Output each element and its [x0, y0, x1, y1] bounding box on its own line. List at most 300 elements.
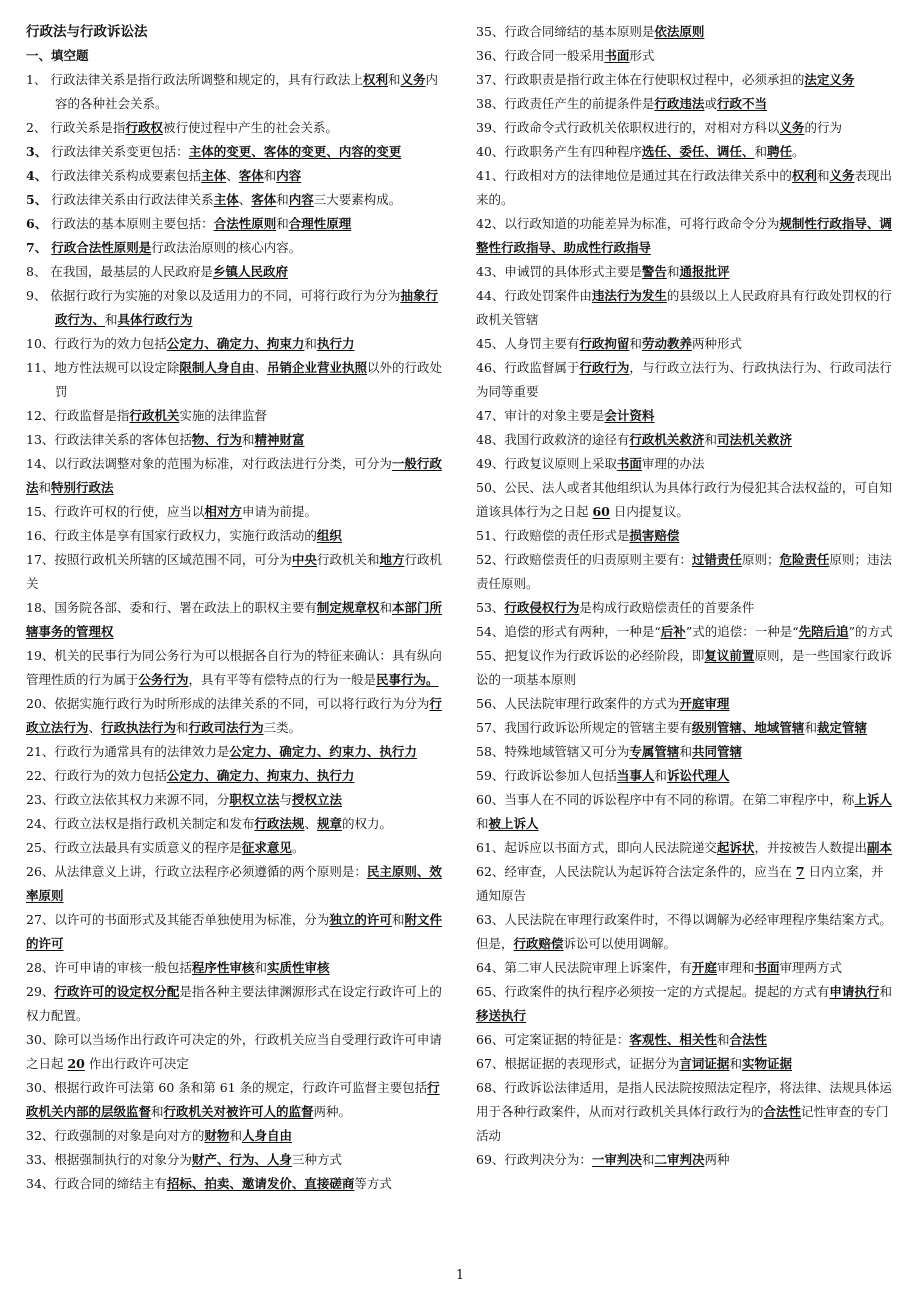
question-item	[26, 740, 446, 764]
answer-blank: 起诉状	[716, 840, 755, 855]
answer-blank: 合法性原则	[213, 216, 277, 231]
answer-blank: 20	[67, 1056, 85, 1071]
answer-blank: 副本	[866, 840, 892, 855]
answer-blank: 地方	[379, 552, 405, 567]
answer-blank: 警告	[641, 264, 667, 279]
item-text: 实施的法律监督	[179, 408, 267, 423]
item-text: 20、依据实施行政行为时所形成的法律关系的不同，可以将行政行为分为	[26, 696, 430, 711]
answer-blank: 公务行为	[138, 672, 189, 687]
item-text: 和	[816, 168, 830, 183]
item-text: 59、行政诉讼参加人包括	[476, 768, 617, 783]
question-item	[26, 860, 446, 908]
answer-blank: 人身自由	[241, 1128, 292, 1143]
question-item	[476, 68, 896, 92]
answer-blank: 会计资料	[604, 408, 655, 423]
answer-blank: 行政侵权行为	[504, 600, 580, 615]
item-text: 与	[279, 792, 292, 807]
answer-blank: 主体的变更、客体的变更、内容的变更	[188, 144, 402, 159]
item-text: 49、行政复议原则上采取	[476, 456, 617, 471]
item-text: 和	[704, 432, 717, 447]
question-item	[26, 692, 446, 740]
question-item	[26, 428, 446, 452]
item-text: 50、公民、法人或者其他组织认为具体行政行为侵犯其合法权益的，可自知道该具体行为之日起	[476, 480, 892, 519]
answer-blank: 级别管辖、地域管辖	[691, 720, 805, 735]
answer-blank: 行政不当	[716, 96, 767, 111]
item-text: 一、填空题	[26, 48, 89, 63]
section-heading	[26, 44, 446, 68]
question-item	[26, 596, 446, 644]
item-text: 日内立案，并通知原告	[476, 864, 884, 903]
item-text: 63、人民法院在审理行政案件时，不得以调解为必经审理程序集结案方式。但是，	[476, 912, 892, 951]
item-text: 和	[629, 336, 642, 351]
question-item	[26, 500, 446, 524]
item-text: 和	[276, 192, 289, 207]
question-item	[476, 428, 896, 452]
item-text: 形式	[629, 48, 655, 63]
answer-blank: 复议前置	[704, 648, 755, 663]
item-text: 64、第二审人民法院审理上诉案件，有	[476, 960, 692, 975]
item-text: 和	[476, 816, 489, 831]
item-text: 43、申诫罚的具体形式主要是	[476, 264, 642, 279]
question-item	[476, 356, 896, 404]
answer-blank: 诉讼代理人	[666, 768, 730, 783]
answer-blank: 权利	[362, 72, 388, 87]
item-number: 6、	[26, 216, 48, 231]
answer-blank: 规制性行政指导、调整性行政指导、助成性行政指导	[476, 216, 892, 255]
question-item	[26, 404, 446, 428]
item-text: 21、行政行为通常具有的法律效力是	[26, 744, 230, 759]
answer-blank: 民主原则、效率原则	[26, 864, 442, 903]
answer-blank: 吊销企业营业执照	[266, 360, 367, 375]
answer-blank: 一般行政法	[26, 456, 442, 495]
question-item	[26, 260, 446, 284]
item-text: 68、行政诉讼法律适用，是指人民法院按照法定程序，将法律、法规具体运用于各种行政案件，从而对行政机关具体行政行为的	[476, 1080, 892, 1119]
question-item	[26, 212, 446, 236]
document-title	[26, 20, 446, 44]
item-text: 。	[291, 840, 305, 855]
item-text: 和	[879, 984, 892, 999]
item-text: 作出行政许可决定	[84, 1056, 189, 1071]
item-text: 35、行政合同缔结的基本原则是	[476, 24, 655, 39]
question-item	[476, 764, 896, 788]
answer-blank: 精神财富	[254, 432, 305, 447]
item-number: 5、	[26, 192, 48, 207]
item-text: 和	[304, 336, 317, 351]
question-item	[476, 116, 896, 140]
item-text: 。	[791, 144, 805, 159]
item-number: 7、	[26, 240, 48, 255]
question-item	[26, 332, 446, 356]
item-text: 58、特殊地域管辖又可分为	[476, 744, 630, 759]
item-text: 47、审计的对象主要是	[476, 408, 605, 423]
item-text: 36、行政合同一般采用	[476, 48, 605, 63]
item-text: 和	[276, 216, 289, 231]
answer-blank: 本部门所辖事务的管理权	[26, 600, 442, 639]
item-text: 和	[654, 768, 667, 783]
answer-blank: 主体	[213, 192, 239, 207]
answer-blank: 义务	[829, 168, 855, 183]
item-text: 和	[666, 264, 680, 279]
item-text: 诉讼可以使用调解。	[563, 936, 677, 951]
question-item	[476, 548, 896, 596]
question-item	[476, 596, 896, 620]
answer-blank: 合法性	[763, 1104, 802, 1119]
item-text: 是构成行政赔偿责任的首要条件	[579, 600, 755, 615]
item-text: 69、行政判决分为：	[476, 1152, 592, 1167]
item-text: 和	[754, 144, 767, 159]
answer-blank: 限制人身自由	[179, 360, 255, 375]
answer-blank: 书面	[604, 48, 630, 63]
answer-blank: 实物证据	[741, 1056, 792, 1071]
item-text: 行政法律关系构成要素包括	[47, 168, 202, 183]
item-text: 和	[804, 720, 817, 735]
item-text: 和	[241, 432, 255, 447]
question-item	[476, 692, 896, 716]
answer-blank: 书面	[616, 456, 642, 471]
item-text: 66、可定案证据的特征是：	[476, 1032, 630, 1047]
question-item	[26, 908, 446, 956]
question-item	[476, 20, 896, 44]
answer-blank: 行政许可的设定权分配	[54, 984, 180, 999]
item-text: 审理和	[716, 960, 755, 975]
item-text: 44、行政处罚案件由	[476, 288, 592, 303]
item-text: 行政法律关系由行政法律关系	[47, 192, 214, 207]
item-text: 53、	[476, 600, 505, 615]
page-number: 1	[455, 1268, 465, 1283]
question-item	[476, 452, 896, 476]
answer-blank: 义务	[779, 120, 805, 135]
item-text: 39、行政命令式行政机关依职权进行的，对相对方科以	[476, 120, 780, 135]
question-item	[26, 1124, 446, 1148]
question-item	[476, 404, 896, 428]
item-text: 56、人民法院审理行政案件的方式为	[476, 696, 680, 711]
item-text: 审理两方式	[779, 960, 842, 975]
answer-blank: 选任、委任、调任、	[641, 144, 755, 159]
answer-blank: 行政拘留	[579, 336, 630, 351]
question-item	[26, 644, 446, 692]
answer-blank: 抽象行政行为、	[55, 288, 438, 327]
question-item	[476, 1028, 896, 1052]
item-text: 25、行政立法最具有实质意义的程序是	[26, 840, 242, 855]
item-text: 原则；	[741, 552, 780, 567]
answer-blank: 公定力、确定力、拘束力、执行力	[166, 768, 355, 783]
item-text: 、	[304, 816, 317, 831]
answer-blank: 客体	[251, 192, 277, 207]
answer-blank: 危险责任	[779, 552, 830, 567]
question-item	[476, 1076, 896, 1148]
answer-blank: 招标、拍卖、邀请发价、直接磋商	[166, 1176, 355, 1191]
item-text: 行政法律关系变更包括：	[47, 144, 189, 159]
question-item	[476, 164, 896, 212]
question-item	[476, 212, 896, 260]
question-item	[476, 284, 896, 332]
item-text: 10、行政行为的效力包括	[26, 336, 167, 351]
item-text: 51、行政赔偿的责任形式是	[476, 528, 630, 543]
item-text: 原则；违法责任原则。	[476, 552, 892, 591]
answer-blank: 公定力、确定力、拘束力	[166, 336, 305, 351]
question-item	[476, 332, 896, 356]
item-text: 和	[151, 1104, 164, 1119]
item-text: 以外的行政处罚	[55, 360, 442, 399]
item-text: 的行为	[804, 120, 842, 135]
item-text: 三类。	[263, 720, 302, 735]
item-text: 61、起诉应以书面方式，即向人民法院递交	[476, 840, 717, 855]
item-text: 32、行政强制的对象是向对方的	[26, 1128, 205, 1143]
answer-blank: 独立的许可	[329, 912, 392, 927]
answer-blank: 被上诉人	[488, 816, 539, 831]
item-text: 审理的办法	[641, 456, 705, 471]
answer-blank: 行政行为	[579, 360, 630, 375]
question-item	[476, 44, 896, 68]
question-item	[476, 956, 896, 980]
answer-blank: 中央	[291, 552, 317, 567]
answer-blank: 共同管辖	[691, 744, 742, 759]
question-item	[26, 236, 446, 260]
answer-blank: 客体	[238, 168, 264, 183]
question-item	[476, 260, 896, 284]
item-text: 两种。	[313, 1104, 352, 1119]
answer-blank: 附文件的许可	[26, 912, 442, 951]
item-text: 、	[226, 168, 239, 183]
answer-blank: 实质性审核	[266, 960, 330, 975]
question-item	[476, 716, 896, 740]
answer-blank: 具体行政行为	[117, 312, 193, 327]
item-text: 1、 行政法律关系是指行政法所调整和规定的，具有行政法上	[26, 72, 363, 87]
item-text: 和	[679, 744, 692, 759]
question-item	[476, 788, 896, 836]
question-item	[26, 764, 446, 788]
answer-blank: 裁定管辖	[816, 720, 867, 735]
question-item	[476, 1148, 896, 1172]
question-item	[476, 92, 896, 116]
item-text: 67、根据证据的表现形式，证据分为	[476, 1056, 680, 1071]
answer-blank: 内容	[288, 192, 314, 207]
answer-blank: 后补	[660, 624, 686, 639]
question-item	[26, 188, 446, 212]
item-text: 62、经审查，人民法院认为起诉符合法定条件的，应当在	[476, 864, 796, 879]
answer-blank: 主体	[201, 168, 227, 183]
answer-blank: 程序性审核	[191, 960, 255, 975]
question-item	[476, 1052, 896, 1076]
answer-blank: 法定义务	[804, 72, 855, 87]
answer-blank: 权利	[791, 168, 817, 183]
question-item	[26, 1172, 446, 1196]
answer-blank: 二审判决	[654, 1152, 705, 1167]
item-text: 29、	[26, 984, 55, 999]
answer-blank: 申请执行	[829, 984, 880, 999]
item-text: 日内提复议。	[609, 504, 689, 519]
item-text: 60、当事人在不同的诉讼程序中有不同的称谓。在第二审程序中，称	[476, 792, 855, 807]
item-text: 行政机关	[26, 552, 442, 591]
question-item	[26, 956, 446, 980]
question-item	[476, 908, 896, 956]
answer-blank: 开庭审理	[679, 696, 730, 711]
item-text: 和	[729, 1056, 742, 1071]
item-text: 30、除可以当场作出行政许可决定的外，行政机关应当自受理行政许可申请之日起	[26, 1032, 442, 1071]
item-text: ”的方式	[848, 624, 893, 639]
answer-blank: 民事行为。	[376, 672, 439, 687]
question-item	[26, 140, 446, 164]
item-text: 37、行政职责是指行政主体在行使职权过程中，必须承担的	[476, 72, 805, 87]
item-text: 55、把复议作为行政诉讼的必经阶段，即	[476, 648, 705, 663]
answer-blank: 物、行为	[191, 432, 242, 447]
question-item	[476, 476, 896, 524]
right-column	[476, 20, 896, 1172]
item-text: 的县级以上人民政府具有行政处罚权的行政机关管辖	[476, 288, 892, 327]
item-text: 30、根据行政许可法第 60 条和第 61 条的规定，行政许可监督主要包括	[26, 1080, 428, 1095]
item-text: 和	[176, 720, 189, 735]
question-item	[26, 980, 446, 1028]
item-text: 12、行政监督是指	[26, 408, 130, 423]
item-text: 52、行政赔偿责任的归责原则主要有：	[476, 552, 692, 567]
question-item	[476, 620, 896, 644]
answer-blank: 依法原则	[654, 24, 705, 39]
question-item	[476, 524, 896, 548]
item-text: 、	[254, 360, 267, 375]
answer-blank: 行政违法	[654, 96, 705, 111]
item-text: 34、行政合同的缔结主有	[26, 1176, 167, 1191]
question-item	[26, 452, 446, 500]
answer-blank: 特别行政法	[51, 480, 114, 495]
answer-blank: 行政执法行为	[101, 720, 177, 735]
item-text: 行政法治原则的核心内容。	[151, 240, 302, 255]
item-text: 27、以许可的书面形式及其能否单独使用为标准，分为	[26, 912, 330, 927]
question-item	[26, 548, 446, 596]
item-text: 9、 依据行政行为实施的对象以及适用力的不同，可将行政行为分为	[26, 288, 401, 303]
answer-blank: 言词证据	[679, 1056, 730, 1071]
answer-blank: 规章	[316, 816, 342, 831]
question-item	[476, 836, 896, 860]
answer-blank: 公定力、确定力、约束力、执行力	[229, 744, 417, 759]
answer-blank: 过错责任	[691, 552, 742, 567]
question-item	[26, 812, 446, 836]
item-text: 54、追偿的形式有两种，一种是“	[476, 624, 661, 639]
question-item	[476, 860, 896, 908]
question-item	[26, 1028, 446, 1076]
item-text: 行政机关和	[316, 552, 380, 567]
item-text: 原则，是一些国家行政诉讼的一项基本原则	[476, 648, 892, 687]
answer-blank: 乡镇人民政府	[212, 264, 288, 279]
item-text: 和	[229, 1128, 242, 1143]
answer-blank: 通报批评	[679, 264, 730, 279]
item-text: 22、行政行为的效力包括	[26, 768, 167, 783]
question-item	[26, 1076, 446, 1124]
answer-blank: 60	[592, 504, 610, 519]
answer-blank: 行政立法行为	[26, 696, 442, 735]
answer-blank: 执行力	[316, 336, 355, 351]
question-item	[26, 356, 446, 404]
item-text: 65、行政案件的执行程序必须按一定的方式提起。提起的方式有	[476, 984, 830, 999]
item-text: 和	[105, 312, 118, 327]
item-text: 45、人身罚主要有	[476, 336, 580, 351]
item-text: 2、 行政关系是指	[26, 120, 126, 135]
question-item	[26, 164, 446, 188]
question-item	[26, 836, 446, 860]
question-item	[476, 644, 896, 692]
answer-blank: 行政法规	[254, 816, 305, 831]
question-item	[26, 1148, 446, 1172]
answer-blank: 一审判决	[591, 1152, 642, 1167]
item-text: 38、行政责任产生的前提条件是	[476, 96, 655, 111]
item-text: 和	[391, 912, 405, 927]
answer-blank: 财产、行为、人身	[191, 1152, 292, 1167]
item-text: ，与行政立法行为、行政执法行为、行政司法行为同等重要	[476, 360, 892, 399]
answer-blank: 聘任	[766, 144, 792, 159]
answer-blank: 行政司法行为	[188, 720, 264, 735]
item-text: 是指各种主要法律渊源形式在设定行政许可上的权力配置。	[26, 984, 442, 1023]
item-text: 8、 在我国，最基层的人民政府是	[26, 264, 213, 279]
item-text: 三种方式	[291, 1152, 342, 1167]
item-text: 11、地方性法规可以设定除	[26, 360, 180, 375]
answer-blank: 组织	[316, 528, 342, 543]
item-text: 等方式	[354, 1176, 392, 1191]
answer-blank: 开庭	[691, 960, 717, 975]
answer-blank: 行政机关内部的层级监督	[26, 1080, 440, 1119]
answer-blank: 专属管辖	[629, 744, 680, 759]
item-text: 和	[263, 168, 277, 183]
answer-blank: 书面	[754, 960, 780, 975]
answer-blank: 劳动教养	[641, 336, 692, 351]
item-text: 40、行政职务产生有四种程序	[476, 144, 642, 159]
answer-blank: 行政权	[125, 120, 163, 135]
answer-blank: 合理性原理	[288, 216, 352, 231]
answer-blank: 行政合法性原则是	[51, 240, 152, 255]
question-item	[26, 524, 446, 548]
question-item	[26, 284, 446, 332]
answer-blank: 职权立法	[229, 792, 280, 807]
question-item	[26, 116, 446, 140]
answer-blank: 相对方	[204, 504, 242, 519]
answer-blank: 授权立法	[291, 792, 342, 807]
answer-blank: 行政机关救济	[629, 432, 705, 447]
item-text: 和	[379, 600, 392, 615]
item-text: 24、行政立法权是指行政机关制定和发布	[26, 816, 255, 831]
item-text: 或	[704, 96, 717, 111]
item-text: 15、行政许可权的行使，应当以	[26, 504, 205, 519]
item-text: 行政法与行政诉讼法	[26, 24, 148, 40]
answer-blank: 行政机关	[129, 408, 180, 423]
question-item	[26, 68, 446, 116]
item-text: 33、根据强制执行的对象分为	[26, 1152, 192, 1167]
answer-blank: 制定规章权	[316, 600, 380, 615]
answer-blank: 司法机关救济	[716, 432, 792, 447]
answer-blank: 财物	[204, 1128, 230, 1143]
question-item	[476, 980, 896, 1028]
item-text: 内容的各种社会关系。	[55, 72, 438, 111]
question-item	[476, 740, 896, 764]
answer-blank: 内容	[276, 168, 302, 183]
item-text: 23、行政立法依其权力来源不同，分	[26, 792, 230, 807]
item-text: 41、行政相对方的法律地位是通过其在行政法律关系中的	[476, 168, 792, 183]
item-text: 、	[238, 192, 252, 207]
answer-blank: 当事人	[616, 768, 655, 783]
item-text: ，具有平等有偿特点的行为一般是	[188, 672, 377, 687]
item-text: 两种形式	[691, 336, 742, 351]
answer-blank: 行政赔偿	[513, 936, 564, 951]
question-item	[476, 140, 896, 164]
item-text: 和	[254, 960, 267, 975]
item-text: 申请为前提。	[241, 504, 317, 519]
item-text: 的权力。	[341, 816, 392, 831]
item-text: 、	[88, 720, 102, 735]
item-text: ”式的追偿：一种是“	[685, 624, 799, 639]
answer-blank: 7	[795, 864, 805, 879]
item-text: 表现出来的。	[476, 168, 892, 207]
item-number: 3、	[26, 144, 48, 159]
answer-blank: 上诉人	[854, 792, 892, 807]
answer-blank: 客观性、相关性	[629, 1032, 717, 1047]
item-number: 4、	[26, 168, 48, 183]
